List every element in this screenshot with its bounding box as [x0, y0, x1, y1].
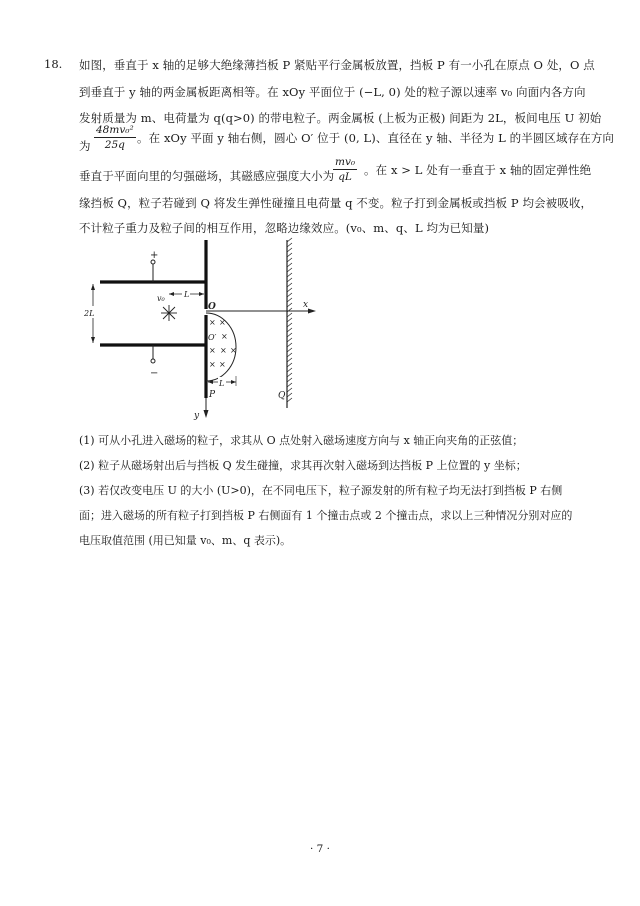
barrier-q-hatching: [287, 238, 292, 402]
hatch-line: [287, 263, 292, 267]
hatch-line: [287, 273, 292, 277]
hatch-line: [287, 383, 292, 387]
field-cross: ×: [209, 360, 216, 369]
hatch-line: [287, 353, 292, 357]
problem-line-5: 。在 x > L 处有一垂直于 x 轴的固定弹性绝: [364, 163, 592, 177]
hatch-line: [287, 278, 292, 282]
problem-line-2: 到垂直于 y 轴的两金属板距离相等。在 xOy 平面位于 (−L, 0) 处的粒子源以速率 v₀ 向面内各方向: [79, 85, 586, 99]
problem-line-6: 缘挡板 Q，粒子若碰到 Q 将发生弹性碰撞且电荷量 q 不变。粒子打到金属板或挡板 P 均会被吸收，: [79, 196, 593, 210]
hatch-line: [287, 373, 292, 377]
problem-line-3: 发射质量为 m、电荷量为 q(q>0) 的带电粒子。两金属板 (上板为正极) 间距为 2L，板间电压 U 初始: [79, 111, 602, 125]
subquestion-1: (1) 可从小孔进入磁场的粒子，求其从 O 点处射入磁场速度方向与 x 轴正向夹角的正弦值；: [79, 434, 524, 447]
hatch-line: [287, 328, 292, 332]
hatch-line: [287, 298, 292, 302]
subquestion-3-line-2: 面；进入磁场的所有粒子打到挡板 P 右侧面有 1 个撞击点或 2 个撞击点，求以上三种情况分别对应的: [79, 509, 573, 522]
hatch-line: [287, 258, 292, 262]
hatch-line: [287, 343, 292, 347]
hatch-line: [287, 243, 292, 247]
field-cross: ×: [220, 346, 227, 355]
origin-label: O: [208, 302, 216, 312]
problem-line-4-prefix: 为: [79, 139, 91, 153]
subquestion-3-line-3: 电压取值范围 (用已知量 v₀、m、q 表示)。: [79, 534, 292, 547]
x-axis-label: x: [303, 300, 309, 310]
voltage-fraction-numerator: 48mv₀²: [96, 124, 134, 136]
l-top-label: L: [184, 290, 190, 299]
barrier-p-label: P: [209, 390, 216, 400]
field-cross: ×: [219, 318, 226, 327]
field-cross: ×: [230, 346, 237, 355]
hatch-line: [287, 293, 292, 297]
hatch-line: [287, 253, 292, 257]
question-number: 18.: [44, 57, 63, 71]
hatch-line: [287, 313, 292, 317]
hatch-line: [287, 323, 292, 327]
l-bottom-label: L: [219, 379, 225, 388]
hatch-line: [287, 248, 292, 252]
page-number: · 7 ·: [309, 843, 331, 855]
field-cross: ×: [221, 332, 228, 341]
problem-line-4: 。在 xOy 平面 y 轴右侧，圆心 O′ 位于 (0, L)、直径在 y 轴、半径为 L 的半圆区域存在方向: [137, 131, 615, 145]
hatch-line: [287, 238, 292, 242]
problem-line-1: 如图，垂直于 x 轴的足够大绝缘薄挡板 P 紧贴平行金属板放置，挡板 P 有一小孔在原点 O 处，O 点: [79, 58, 595, 72]
hatch-line: [287, 393, 292, 397]
hatch-line: [287, 268, 292, 272]
y-axis-arrow: [204, 410, 209, 418]
hatch-line: [287, 303, 292, 307]
hatch-line: [287, 283, 292, 287]
hatch-line: [287, 363, 292, 367]
o-prime-label: O′: [208, 333, 217, 342]
hatch-line: [287, 378, 292, 382]
hatch-line: [287, 368, 292, 372]
particle-source: [161, 305, 177, 321]
hatch-line: [287, 398, 292, 402]
two-l-arrow-bottom: [91, 337, 95, 343]
problem-line-7: 不计粒子重力及粒子间的相互作用，忽略边缘效应。(v₀、m、q、L 均为已知量): [79, 221, 490, 235]
x-axis-arrow: [308, 309, 316, 314]
subquestion-3-line-1: (3) 若仅改变电压 U 的大小 (U>0)，在不同电压下，粒子源发射的所有粒子均无法打到挡板 P 右侧: [79, 484, 563, 497]
subquestion-2: (2) 粒子从磁场射出后与挡板 Q 发生碰撞，求其再次射入磁场到达挡板 P 上位置的 y 坐标；: [79, 459, 527, 472]
hatch-line: [287, 358, 292, 362]
two-l-arrow-top: [91, 284, 95, 290]
hatch-line: [287, 318, 292, 322]
minus-label: −: [150, 368, 159, 379]
hatch-line: [287, 388, 292, 392]
two-l-label: 2L: [84, 309, 95, 318]
plus-label: +: [150, 250, 159, 261]
magnetic-field-crosses: [209, 318, 237, 369]
hatch-line: [287, 348, 292, 352]
hatch-line: [287, 333, 292, 337]
barrier-q-label: Q: [278, 391, 286, 401]
lower-terminal: [151, 359, 155, 363]
y-axis-label: y: [194, 411, 200, 421]
field-cross: ×: [209, 346, 216, 355]
hatch-line: [287, 338, 292, 342]
problem-line-5-prefix: 垂直于平面向里的匀强磁场，其磁感应强度大小为: [79, 169, 335, 183]
field-cross: ×: [219, 360, 226, 369]
voltage-fraction-denominator: 25q: [104, 139, 125, 151]
l-top-arrow-right: [199, 292, 204, 296]
field-cross: ×: [209, 318, 216, 327]
v0-label: v₀: [157, 294, 165, 303]
l-bottom-arrow-right: [231, 380, 236, 384]
field-fraction-denominator: qL: [338, 171, 352, 183]
hatch-line: [287, 288, 292, 292]
l-top-arrow-left: [169, 292, 174, 296]
field-fraction-numerator: mv₀: [335, 156, 356, 168]
